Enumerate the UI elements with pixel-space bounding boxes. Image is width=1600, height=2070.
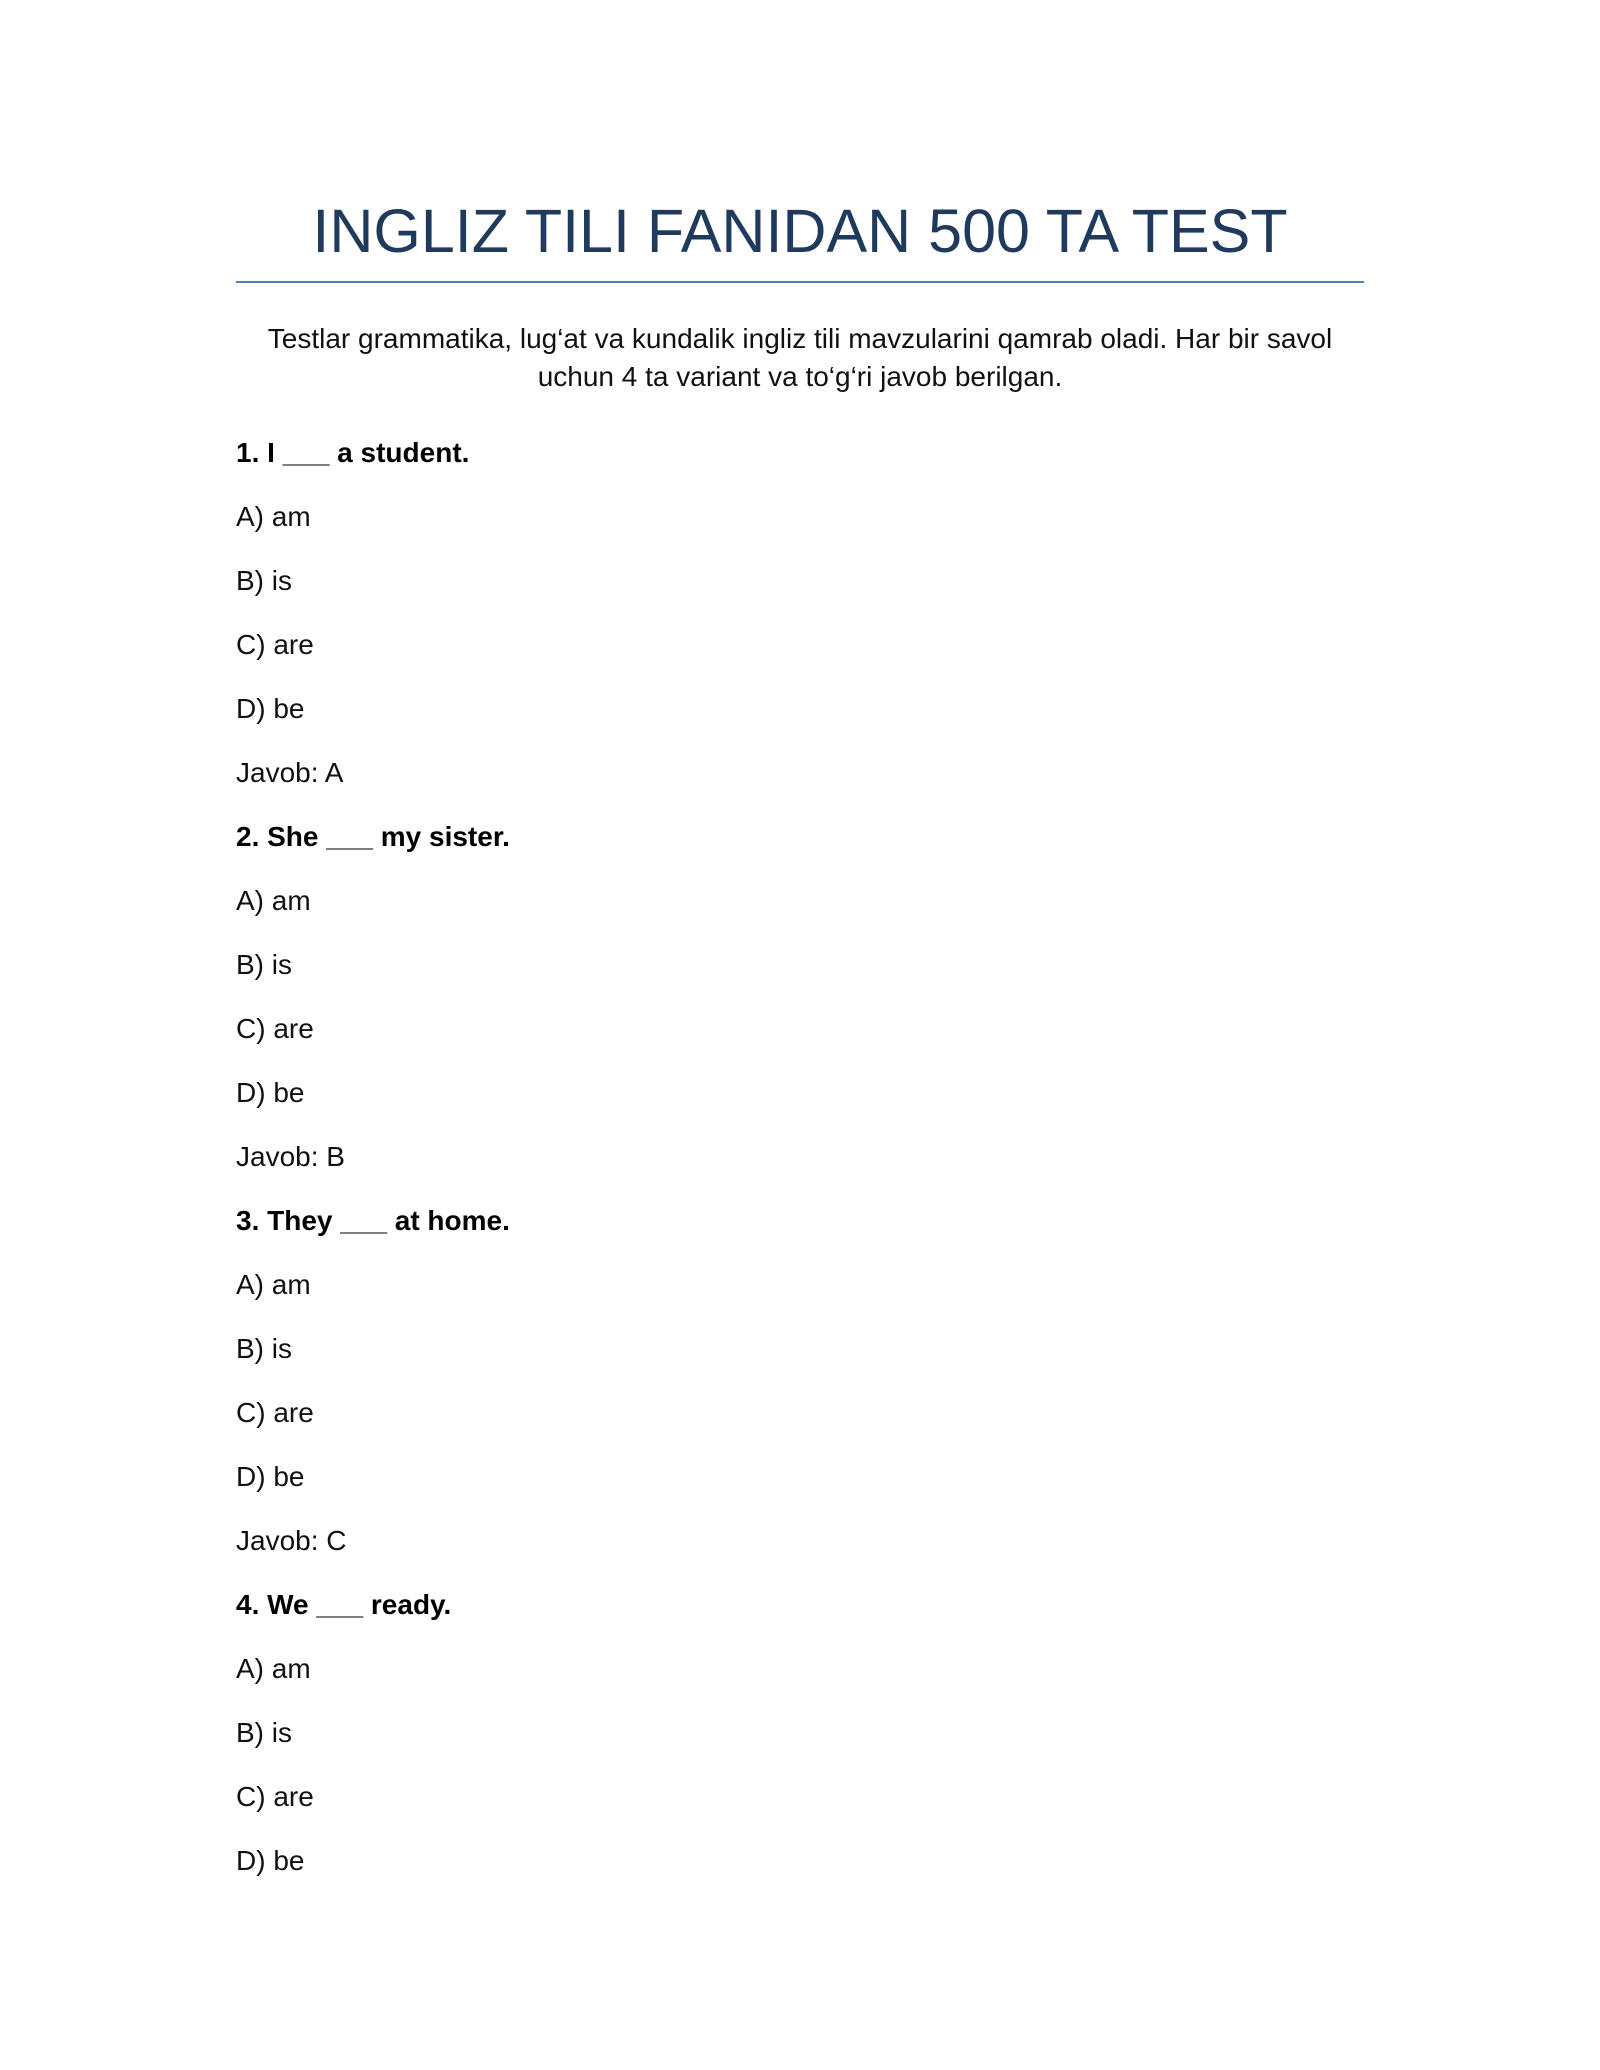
question-text: 3. They ___ at home. [236,1205,510,1236]
question-text: 2. She ___ my sister. [236,821,510,852]
answer-option: B) is [236,949,292,980]
document-title: INGLIZ TILI FANIDAN 500 TA TEST [312,197,1288,265]
answer-option: B) is [236,1717,292,1748]
question-list [236,421,1364,1893]
question-text: 4. We ___ ready. [236,1589,452,1620]
answer-option: B) is [236,565,292,596]
correct-answer: Javob: A [236,757,344,788]
title-divider [236,281,1364,283]
answer-option: A) am [236,1269,311,1300]
question-text: 1. I ___ a student. [236,437,470,468]
answer-option: A) am [236,1653,311,1684]
answer-option: B) is [236,1333,292,1364]
answer-option: C) are [236,1397,314,1428]
answer-option: A) am [236,885,311,916]
answer-option: D) be [236,1461,305,1492]
intro-paragraph: Testlar grammatika, lug‘at va kundalik ingliz tili mavzularini qamrab oladi. Har bir savol uchun 4 ta variant va to‘g‘ri javob berilgan. [267,323,1333,392]
answer-option: D) be [236,693,305,724]
answer-option: C) are [236,1781,314,1812]
correct-answer: Javob: C [236,1525,347,1556]
answer-option: C) are [236,629,314,660]
answer-option: D) be [236,1845,305,1876]
answer-option: A) am [236,501,311,532]
answer-option: C) are [236,1013,314,1044]
correct-answer: Javob: B [236,1141,345,1172]
answer-option: D) be [236,1077,305,1108]
